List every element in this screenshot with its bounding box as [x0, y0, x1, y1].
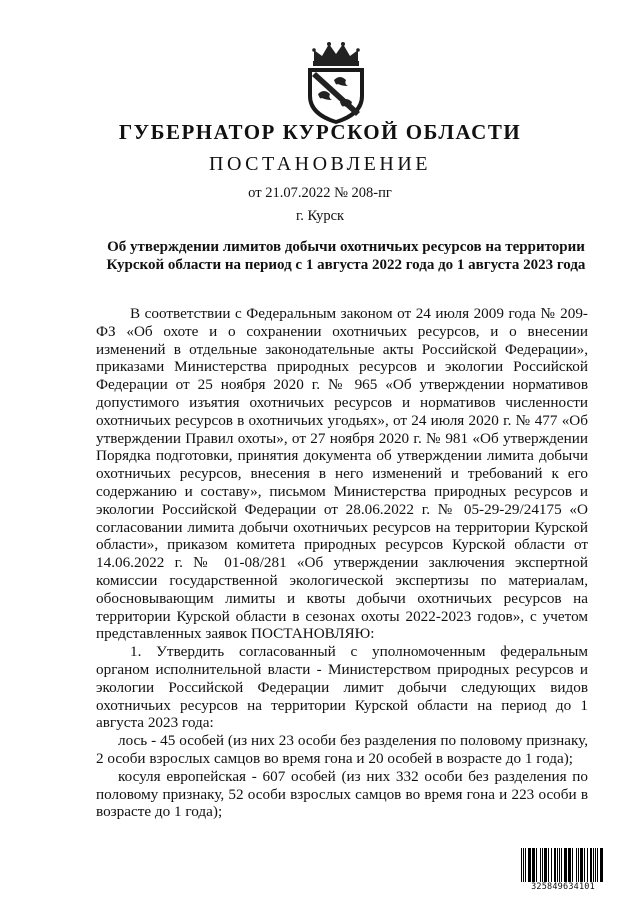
barcode-number: 325849634101	[531, 882, 595, 892]
kursk-coat-of-arms-icon	[300, 40, 372, 126]
item-1-paragraph: 1. Утвердить согласованный с уполномоченным федеральным органом исполнительной власти - Министерством природных ресурсов и экологии Российской Федерации лимит добычи следующих видов охотничьих ресурсов на территории Курской области на период до 1 августа 2023 года:	[96, 643, 588, 732]
barcode	[520, 848, 606, 894]
document-body	[96, 305, 588, 821]
preamble-paragraph: В соответствии с Федеральным законом от 24 июля 2009 года № 209-ФЗ «Об охоте и о сохранении охотничьих ресурсов, и о внесении изменений в отдельные законодательные акты Российской Федерации», приказами Министерства природных ресурсов и экологии Российской Федерации от 25 ноября 2020 г. № 965 «Об утверждении нормативов допустимого изъятия охотничьих ресурсов и нормативов численности охотничьих ресурсов в охотничьих угодьях», от 24 июля 2020 г. № 477 «Об утверждении Правил охоты», от 27 ноября 2020 г. № 981 «Об утверждении Порядка подготовки, принятия документа об утверждении лимита добычи охотничьих ресурсов, внесения в него изменений и требований к его содержанию и составу», письмом Министерства природных ресурсов и экологии Российской Федерации от 28.06.2022 г. № 05-29-29/24175 «О согласовании лимита добычи охотничьих ресурсов на территории Курской области», приказом комитета природных ресурсов Курской области от 14.06.2022 г. № 01-08/281 «Об утверждении заключения экспертной комиссии государственной экологической экспертизы по материалам, обосновывающим лимиты и квоты добычи охотничьих ресурсов на территории Курской области в сезонах охоты 2022-2023 годов», с учетом представленных заявок ПОСТАНОВЛЯЮ:	[96, 305, 588, 643]
governor-title: ГУБЕРНАТОР КУРСКОЙ ОБЛАСТИ	[118, 120, 522, 144]
barcode-bars	[520, 848, 606, 882]
limit-list-item: косуля европейская - 607 особей (из них 332 особи без разделения по половому признаку, 52 особи взрослых самцов во время гона и 223 особи в возрасте до 1 года);	[96, 767, 588, 821]
document-city: г. Курск	[295, 208, 345, 224]
document-date-number: от 21.07.2022 № 208-пг	[248, 185, 392, 201]
document-type: ПОСТАНОВЛЕНИЕ	[209, 153, 431, 175]
document-subject: Об утверждении лимитов добычи охотничьих ресурсов на территории Курской области на период с 1 августа 2022 года до 1 августа 2023 года	[106, 239, 586, 273]
limit-list-item: лось - 45 особей (из них 23 особи без разделения по половому признаку, 2 особи взрослых самцов во время гона и 20 особей в возрасте до 1 года);	[96, 732, 588, 767]
